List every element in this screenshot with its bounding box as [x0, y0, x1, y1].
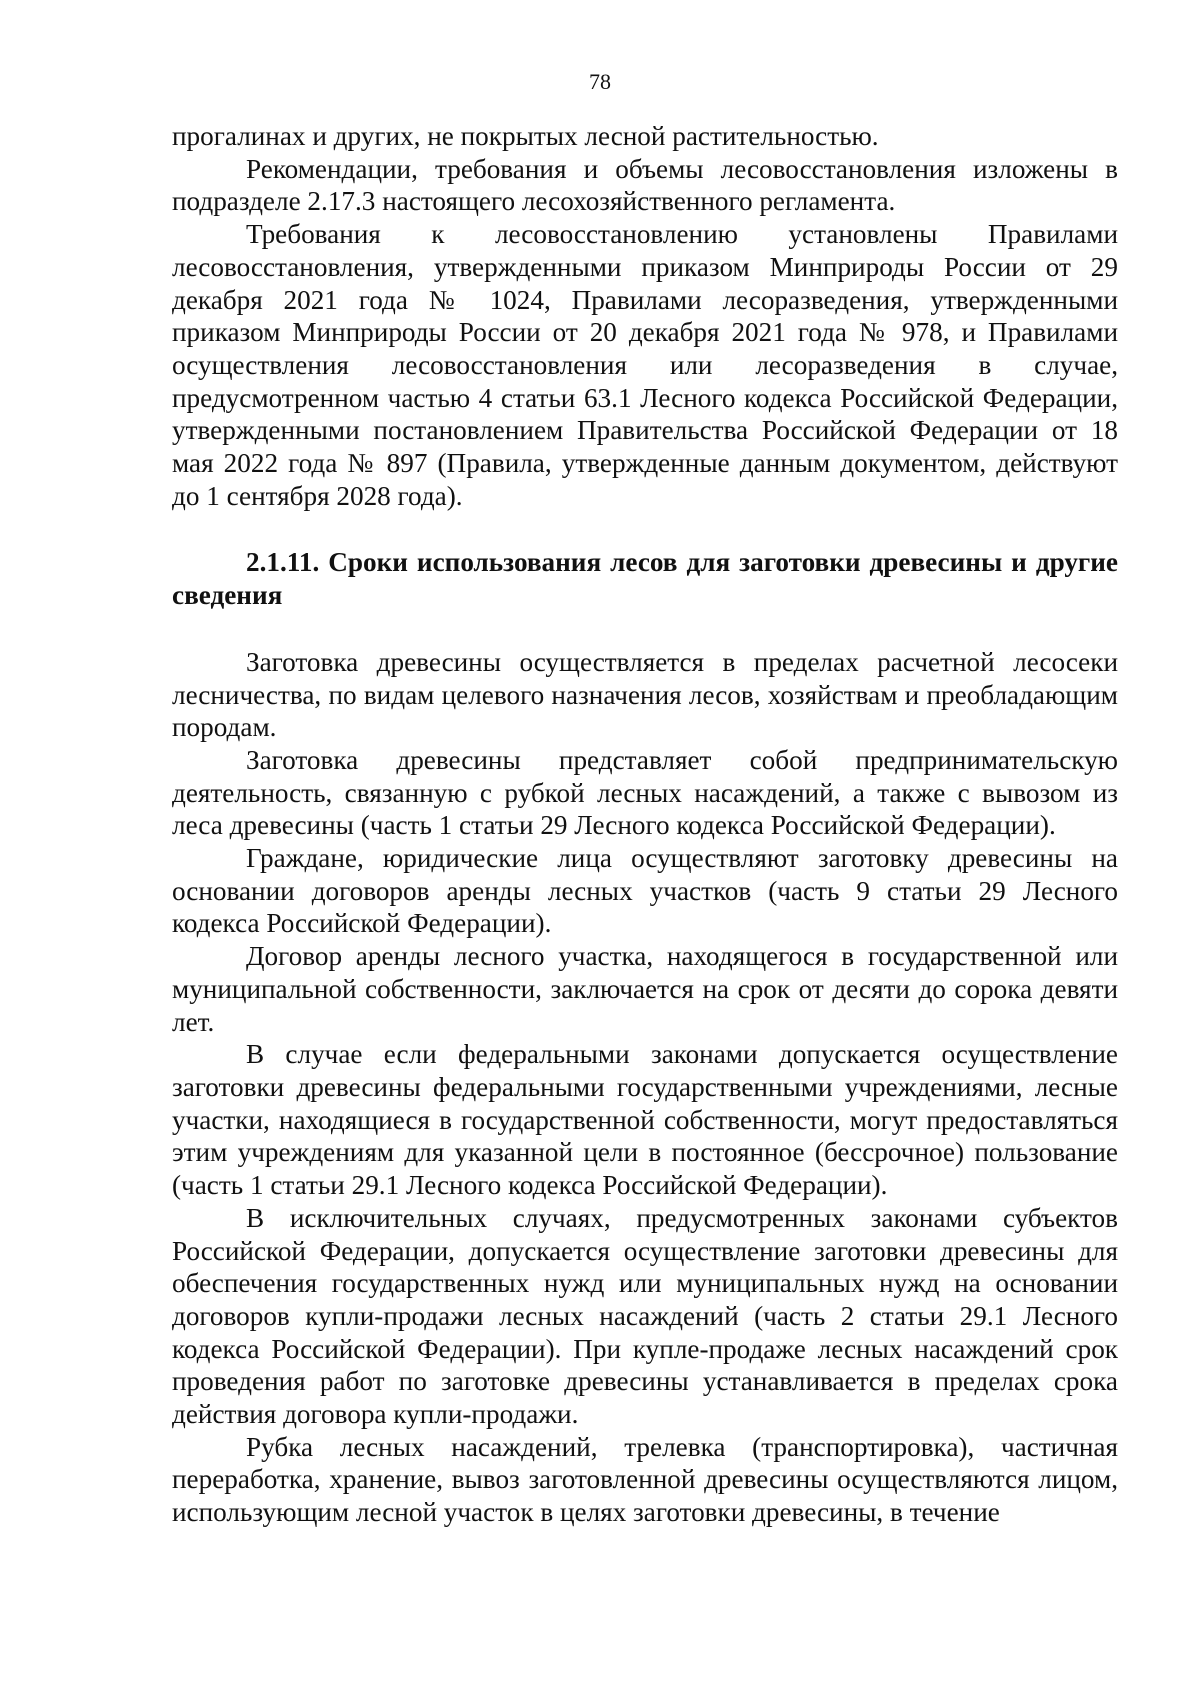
paragraph-after-5: В случае если федеральными законами допускается осуществление заготовки древесины федеральными государственными учреждениями, лесные участки, находящиеся в государственной собственности, могут предоставляться этим учреждениям для указанной цели в постоянное (бессрочное) пользование (часть 1 статьи 29.1 Лесного кодекса Российской Федерации).	[172, 1039, 1118, 1201]
paragraph-after-4: Договор аренды лесного участка, находящегося в государственной или муниципальной собственности, заключается на срок от десяти до сорока девяти лет.	[172, 941, 1118, 1037]
paragraph-after-3: Граждане, юридические лица осуществляют заготовку древесины на основании договоров аренды лесных участков (часть 9 статьи 29 Лесного кодекса Российской Федерации).	[172, 843, 1118, 939]
paragraph-after-7: Рубка лесных насаждений, трелевка (транспортировка), частичная переработка, хранение, вывоз заготовленной древесины осуществляются лицом, использующим лесной участок в целях заготовки древесины, в течение	[172, 1431, 1118, 1528]
section-heading: 2.1.11. Сроки использования лесов для заготовки древесины и другие сведения	[172, 547, 1118, 611]
page-number: 78	[589, 69, 611, 94]
heading-spacer	[172, 612, 1118, 646]
paragraph-before-3: Требования к лесовосстановлению установлены Правилами лесовосстановления, утвержденными приказом Минприроды России от 29 декабря 2021 года № 1024, Правилами лесоразведения, утвержденными приказом Минприроды России от 20 декабря 2021 года № 978, и Правилами осуществления лесовосстановления или лесоразведения в случае, предусмотренном частью 4 статьи 63.1 Лесного кодекса Российской Федерации, утвержденными постановлением Правительства Российской Федерации от 18 мая 2022 года № 897 (Правила, утвержденные данным документом, действуют до 1 сентября 2028 года).	[172, 219, 1118, 511]
paragraph-after-6: В исключительных случаях, предусмотренных законами субъектов Российской Федерации, допускается осуществление заготовки древесины для обеспечения государственных нужд или муниципальных нужд на основании договоров купли-продажи лесных насаждений (часть 2 статьи 29.1 Лесного кодекса Российской Федерации). При купле-продаже лесных насаждений срок проведения работ по заготовке древесины устанавливается в пределах срока действия договора купли-продажи.	[172, 1202, 1118, 1430]
paragraph-before-2: Рекомендации, требования и объемы лесовосстановления изложены в подразделе 2.17.3 настоящего лесохозяйственного регламента.	[172, 153, 1118, 217]
paragraph-before-1: прогалинах и других, не покрытых лесной растительностью.	[172, 121, 879, 151]
paragraph-after-2: Заготовка древесины представляет собой предпринимательскую деятельность, связанную с рубкой лесных насаждений, а также с вывозом из леса древесины (часть 1 статьи 29 Лесного кодекса Российской Федерации).	[172, 744, 1118, 841]
page-content	[172, 120, 1118, 1529]
paragraph-after-1: Заготовка древесины осуществляется в пределах расчетной лесосеки лесничества, по видам целевого назначения лесов, хозяйствам и преобладающим породам.	[172, 646, 1118, 743]
